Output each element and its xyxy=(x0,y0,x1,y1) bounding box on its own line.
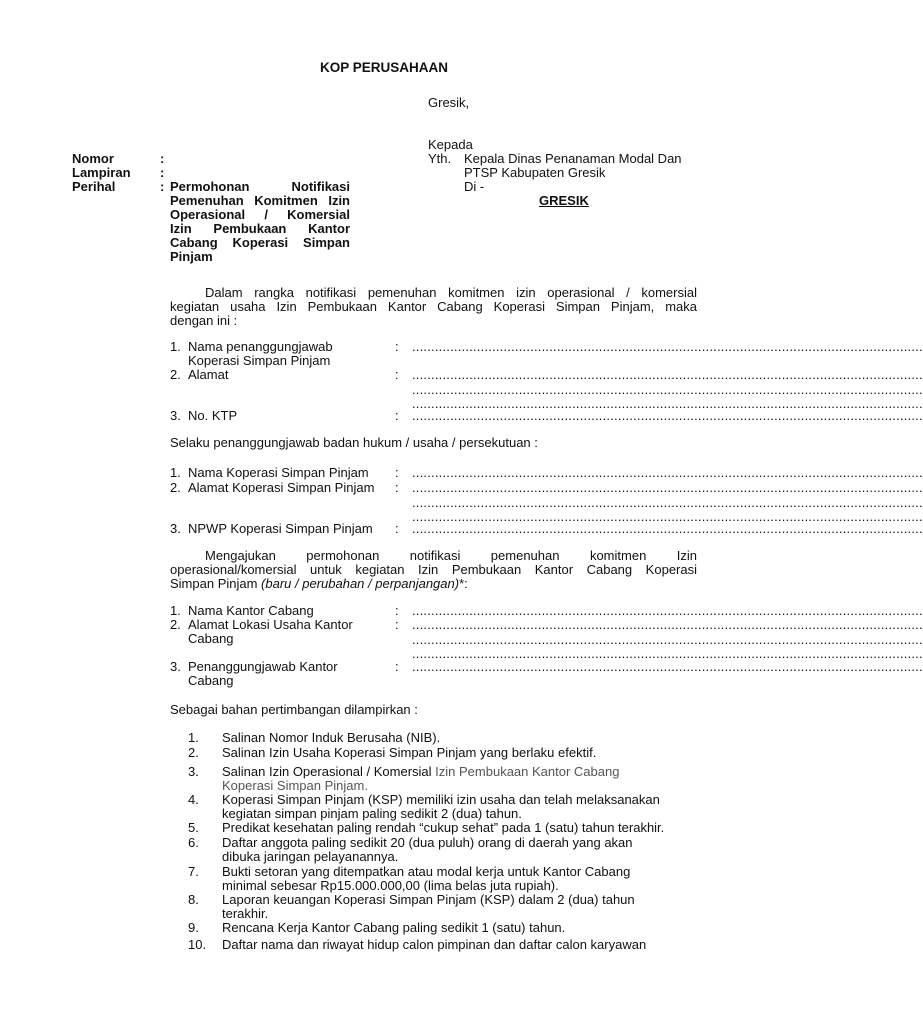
nomor-label: Nomor xyxy=(72,151,114,166)
perihal-text xyxy=(170,180,350,264)
request-line-3 xyxy=(170,577,468,591)
request-line-2: operasional/komersial untuk kegiatan Izin Pembukaan Kantor Cabang Koperasi xyxy=(170,562,697,577)
attachment-text-b: Izin Pembukaan Kantor Cabang xyxy=(435,764,620,779)
s3-label: Nama Kantor Cabang xyxy=(188,603,314,618)
fill-line[interactable]: ...................................................................................................................................... xyxy=(412,646,923,661)
attachment-text: Rencana Kerja Kantor Cabang paling sedikit 1 (satu) tahun. xyxy=(222,920,566,935)
s1-num: 3. xyxy=(170,408,181,423)
attachment-num: 4. xyxy=(188,792,199,807)
s2-num: 1. xyxy=(170,465,181,480)
s3-num: 1. xyxy=(170,603,181,618)
perihal-line: Pinjam xyxy=(170,249,213,264)
s3-colon: : xyxy=(395,659,399,674)
perihal-line: Pemenuhan Komitmen Izin xyxy=(170,193,350,208)
attachment-text: Salinan Nomor Induk Berusaha (NIB). xyxy=(222,730,441,745)
s2-label: Nama Koperasi Simpan Pinjam xyxy=(188,465,369,480)
perihal-line: Permohonan Notifikasi xyxy=(170,179,350,194)
fill-line[interactable]: ...................................................................................................................................... xyxy=(412,396,923,411)
attachment-text-cont: Koperasi Simpan Pinjam. xyxy=(222,778,368,793)
fill-line[interactable]: ...................................................................................................................................... xyxy=(412,617,923,632)
s3-label: Penanggungjawab Kantor xyxy=(188,659,338,674)
fill-line[interactable]: ...................................................................................................................................... xyxy=(412,339,923,354)
s3-label2: Cabang xyxy=(188,631,234,646)
lampiran-colon: : xyxy=(160,165,165,180)
perihal-line: Cabang Koperasi Simpan xyxy=(170,235,350,250)
attachment-text: Daftar anggota paling sedikit 20 (dua puluh) orang di daerah yang akan xyxy=(222,835,633,850)
attachment-text: Salinan Izin Usaha Koperasi Simpan Pinjam yang berlaku efektif. xyxy=(222,745,597,760)
s2-colon: : xyxy=(395,480,399,495)
fill-line[interactable]: ...................................................................................................................................... xyxy=(412,632,923,647)
perihal-line: Operasional / Komersial xyxy=(170,207,350,222)
attachment-text: Laporan keuangan Koperasi Simpan Pinjam (KSP) dalam 2 (dua) tahun xyxy=(222,892,635,907)
place-date: Gresik, xyxy=(428,95,470,110)
fill-line[interactable]: ...................................................................................................................................... xyxy=(412,659,923,674)
recipient-yth: Yth. xyxy=(428,151,452,166)
fill-line[interactable]: ...................................................................................................................................... xyxy=(412,603,923,618)
attachment-num: 1. xyxy=(188,730,199,745)
s2-colon: : xyxy=(395,465,399,480)
recipient-city: GRESIK xyxy=(539,193,589,208)
s2-num: 3. xyxy=(170,521,181,536)
attachment-num: 10. xyxy=(188,937,207,952)
attachment-text: Predikat kesehatan paling rendah “cukup sehat” pada 1 (satu) tahun terakhir. xyxy=(222,820,665,835)
request-type-options: (baru / perubahan / perpanjangan) xyxy=(261,576,460,591)
attachment-text xyxy=(222,765,619,779)
recipient-kepada: Kepada xyxy=(428,137,473,152)
s2-num: 2. xyxy=(170,480,181,495)
recipient-line2: PTSP Kabupaten Gresik xyxy=(464,165,606,180)
s2-label: Alamat Koperasi Simpan Pinjam xyxy=(188,480,375,495)
s1-num: 1. xyxy=(170,339,181,354)
intro-line-1: Dalam rangka notifikasi pemenuhan komitmen izin operasional / komersial xyxy=(205,285,697,300)
attachment-text-cont: kegiatan simpan pinjam paling sedikit 2 (dua) tahun. xyxy=(222,806,522,821)
perihal-line: Izin Pembukaan Kantor xyxy=(170,221,350,236)
request-line-3-c: *: xyxy=(459,576,468,591)
request-line-1: Mengajukan permohonan notifikasi pemenuhan komitmen Izin xyxy=(205,548,697,563)
perihal-label: Perihal xyxy=(72,179,116,194)
s3-num: 2. xyxy=(170,617,181,632)
s1-label: No. KTP xyxy=(188,408,238,423)
attachment-num: 7. xyxy=(188,864,199,879)
s1-num: 2. xyxy=(170,367,181,382)
letterhead-title: KOP PERUSAHAAN xyxy=(319,60,449,75)
attachment-num: 8. xyxy=(188,892,199,907)
lampiran-label: Lampiran xyxy=(72,165,131,180)
perihal-colon: : xyxy=(160,179,165,194)
fill-line[interactable]: ...................................................................................................................................... xyxy=(412,521,923,536)
fill-line[interactable]: ...................................................................................................................................... xyxy=(412,495,923,510)
attachment-num: 6. xyxy=(188,835,199,850)
s1-colon: : xyxy=(395,339,399,354)
s3-label: Alamat Lokasi Usaha Kantor xyxy=(188,617,353,632)
selaku-text: Selaku penanggungjawab badan hukum / usaha / persekutuan : xyxy=(170,435,538,450)
fill-line[interactable]: ...................................................................................................................................... xyxy=(412,480,923,495)
s3-num: 3. xyxy=(170,659,181,674)
attachment-num: 9. xyxy=(188,920,199,935)
s3-colon: : xyxy=(395,617,399,632)
attachment-text-cont: minimal sebesar Rp15.000.000,00 (lima belas juta rupiah). xyxy=(222,878,559,893)
attachment-text-cont: dibuka jaringan pelayanannya. xyxy=(222,849,399,864)
fill-line[interactable]: ...................................................................................................................................... xyxy=(412,509,923,524)
attachment-num: 2. xyxy=(188,745,199,760)
attachment-num: 5. xyxy=(188,820,199,835)
s3-label2: Cabang xyxy=(188,673,234,688)
attachment-text: Daftar nama dan riwayat hidup calon pimpinan dan daftar calon karyawan xyxy=(222,937,647,952)
attachment-text: Koperasi Simpan Pinjam (KSP) memiliki izin usaha dan telah melaksanakan xyxy=(222,792,660,807)
attachment-text-cont: terakhir. xyxy=(222,906,269,921)
request-line-3-a: Simpan Pinjam xyxy=(170,576,262,591)
recipient-line1: Kepala Dinas Penanaman Modal Dan xyxy=(464,151,682,166)
fill-line[interactable]: ...................................................................................................................................... xyxy=(412,382,923,397)
s3-colon: : xyxy=(395,603,399,618)
fill-line[interactable]: ...................................................................................................................................... xyxy=(412,408,923,423)
fill-line[interactable]: ...................................................................................................................................... xyxy=(412,465,923,480)
attachment-text: Bukti setoran yang ditempatkan atau modal kerja untuk Kantor Cabang xyxy=(222,864,631,879)
attachment-text-a: Salinan Izin Operasional / Komersial xyxy=(222,764,436,779)
s2-colon: : xyxy=(395,521,399,536)
attachment-num: 3. xyxy=(188,764,199,779)
s1-colon: : xyxy=(395,367,399,382)
s1-colon: : xyxy=(395,408,399,423)
s1-label: Nama penanggungjawab xyxy=(188,339,333,354)
intro-line-3: dengan ini : xyxy=(170,313,238,328)
s1-label: Alamat xyxy=(188,367,229,382)
recipient-di: Di - xyxy=(464,179,485,194)
nomor-colon: : xyxy=(160,151,165,166)
s2-label: NPWP Koperasi Simpan Pinjam xyxy=(188,521,373,536)
intro-line-2: kegiatan usaha Izin Pembukaan Kantor Cabang Koperasi Simpan Pinjam, maka xyxy=(170,299,697,314)
attachments-intro: Sebagai bahan pertimbangan dilampirkan : xyxy=(170,702,418,717)
s1-label2: Koperasi Simpan Pinjam xyxy=(188,353,331,368)
fill-line[interactable]: ...................................................................................................................................... xyxy=(412,367,923,382)
